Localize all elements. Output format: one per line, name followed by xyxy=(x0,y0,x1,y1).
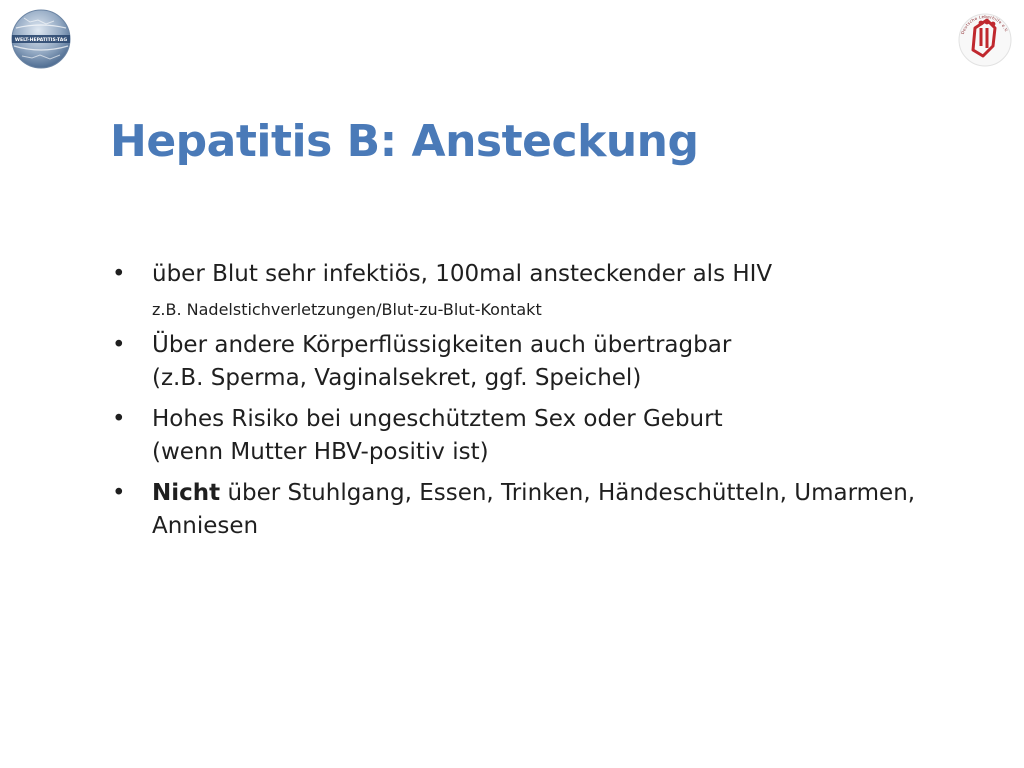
globe-logo-text: WELT-HEPATITIS-TAG xyxy=(14,38,68,43)
bullet-dot-icon: • xyxy=(112,332,126,358)
bullet-rest-text: über Stuhlgang, Essen, Trinken, Händeschütteln, Umarmen, xyxy=(220,480,916,506)
bullet-dot-icon: • xyxy=(112,261,126,287)
bullet-list xyxy=(112,258,992,551)
slide-title: Hepatitis B: Ansteckung xyxy=(110,116,699,167)
bullet-text: Hohes Risiko bei ungeschütztem Sex oder Geburt xyxy=(152,406,723,432)
bullet-text: über Blut sehr infektiös, 100mal ansteckender als HIV xyxy=(152,261,773,287)
liver-help-logo-icon xyxy=(955,6,1015,68)
bullet-item-risk xyxy=(112,403,992,469)
bullet-text-continued: (wenn Mutter HBV-positiv ist) xyxy=(152,439,489,465)
bullet-subtext: z.B. Nadelstichverletzungen/Blut-zu-Blut-Kontakt xyxy=(152,300,542,319)
bullet-text-continued: Anniesen xyxy=(152,513,259,539)
globe-logo-icon xyxy=(10,8,72,70)
bullet-item-not-transmitted xyxy=(112,477,992,543)
bullet-item-blood xyxy=(112,258,992,321)
logo-right-text: Deutsche Leberhilfe e.V. xyxy=(959,13,1010,35)
bullet-dot-icon: • xyxy=(112,406,126,432)
bullet-bold-word: Nicht xyxy=(152,480,221,506)
bullet-text: Über andere Körperflüssigkeiten auch übertragbar xyxy=(152,332,732,358)
bullet-dot-icon: • xyxy=(112,480,126,506)
bullet-text xyxy=(152,477,992,510)
bullet-text-continued: (z.B. Sperma, Vaginalsekret, ggf. Speichel) xyxy=(152,365,642,391)
bullet-item-body-fluids xyxy=(112,329,992,395)
